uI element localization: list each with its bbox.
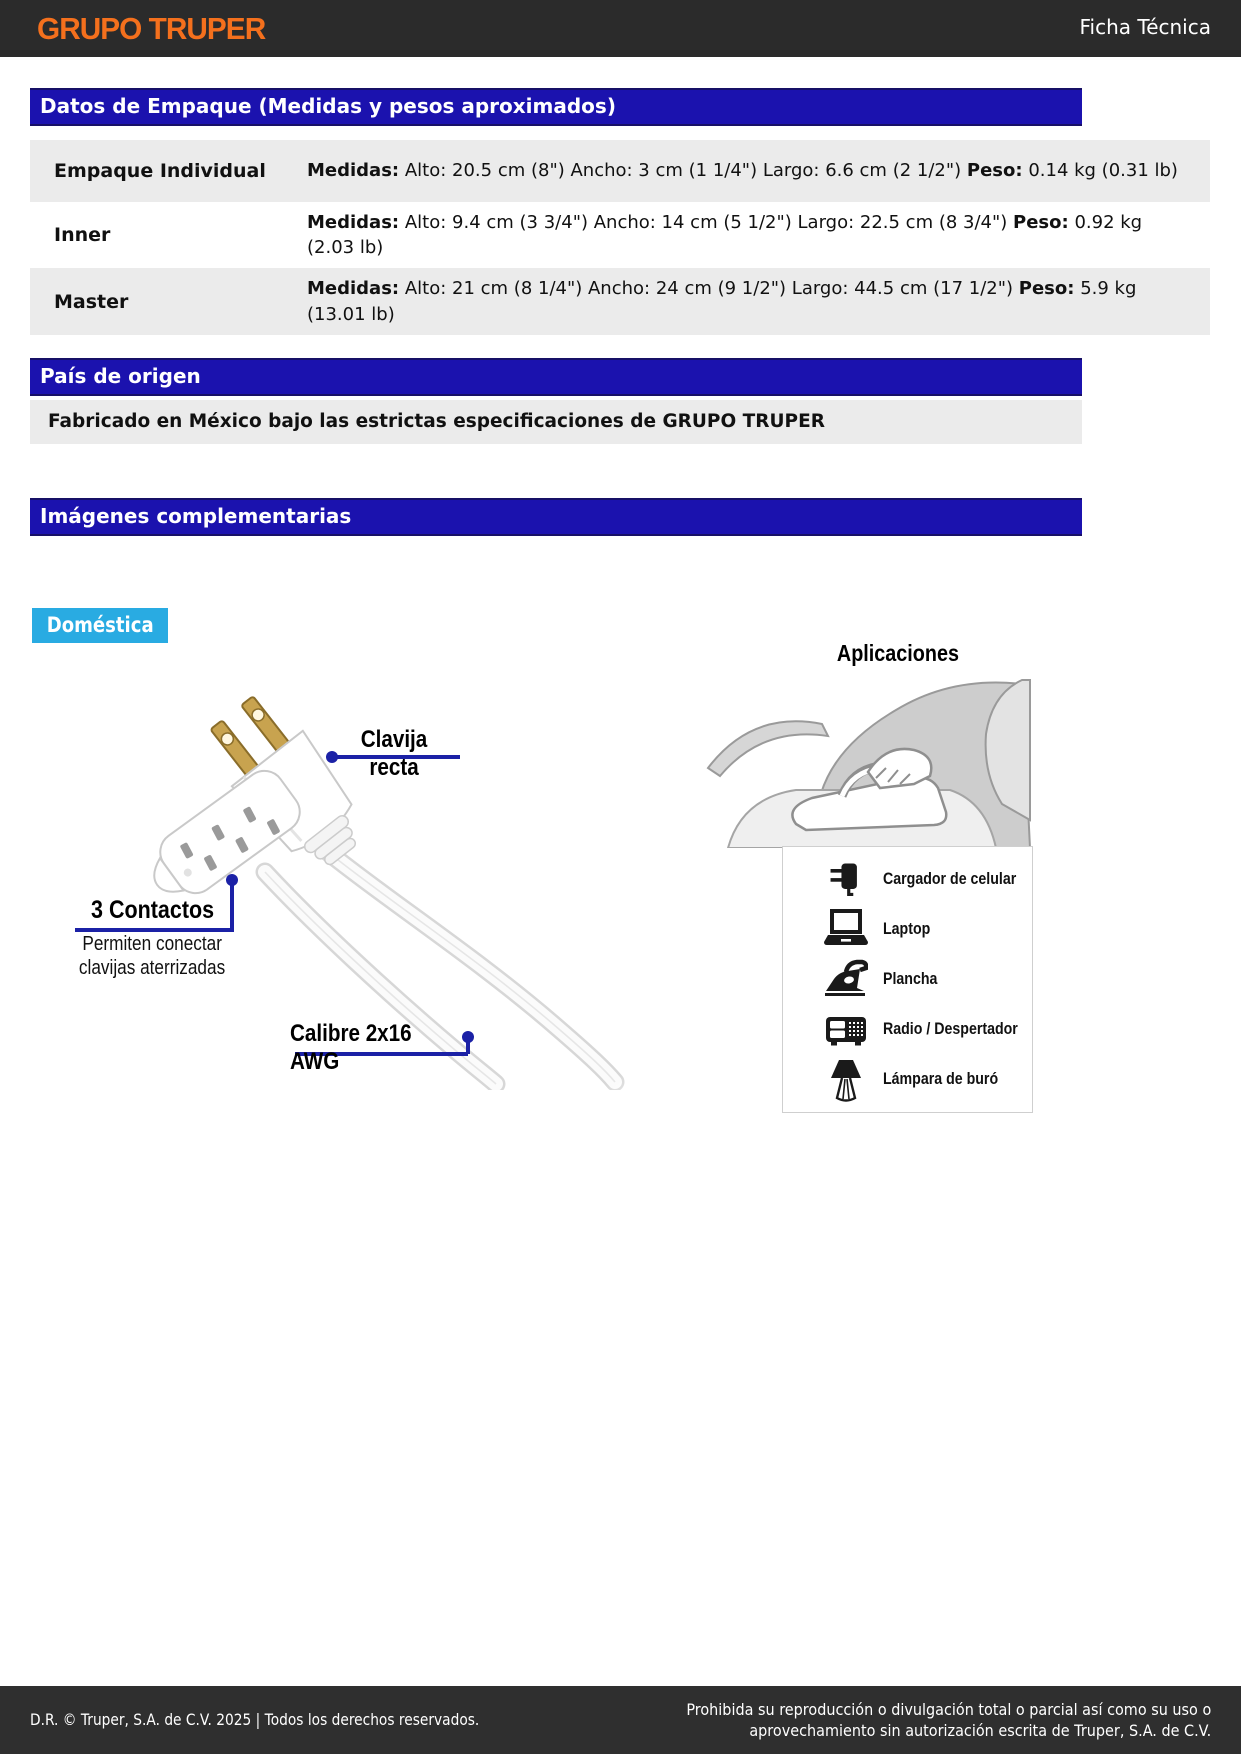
application-label: Plancha [883,969,938,988]
table-row [30,202,1210,268]
application-item [783,955,1032,1003]
radio-alarm-icon [823,1007,869,1053]
label-clavija-recta [326,726,462,782]
label-text: Clavija recta [360,726,428,781]
row-value [307,202,1210,268]
label-calibre [290,1020,470,1076]
application-label: Lámpara de buró [883,1070,999,1089]
section-header-images [30,498,1082,536]
application-item [783,1056,1032,1104]
section-title: País de origen [40,364,201,388]
row-value [307,268,1210,334]
copyright-text [30,1686,552,1754]
medidas-label: Medidas: [307,278,400,300]
label-text: Calibre 2x16 AWG [290,1020,412,1075]
label-3-contactos [68,896,238,925]
row-label: Empaque Individual [54,160,266,182]
packaging-table [30,140,1210,335]
copyright-label: D.R. © Truper, S.A. de C.V. 2025 | Todos los derechos reservados. [30,1710,480,1729]
peso-value: 0.92 kg (2.03 lb) [307,212,1143,259]
document-type-title: Ficha Técnica [1079,15,1211,39]
top-bar [0,0,1241,57]
medidas-label: Medidas: [307,212,400,233]
application-label: Laptop [883,919,931,938]
legal-text [628,1699,1211,1741]
section-header-packaging [30,88,1082,126]
row-value [307,150,1210,191]
application-label: Radio / Despertador [883,1020,1018,1039]
peso-label: Peso: [1018,278,1075,300]
legal-line: aprovechamiento sin autorización escrita de Truper, S.A. de C.V. [749,1721,1211,1740]
ironing-illustration [700,672,1035,848]
row-label: Master [54,290,129,313]
legal-line: Prohibida su reproducción o divulgación total o parcial así como su uso o [686,1700,1211,1719]
application-item [783,1006,1032,1054]
medidas-value: Alto: 20.5 cm (8") Ancho: 3 cm (1 1/4") Largo: 6.6 cm (2 1/2") [404,160,962,182]
medidas-value: Alto: 9.4 cm (3 3/4") Ancho: 14 cm (5 1/2") Largo: 22.5 cm (8 3/4") [404,212,1008,233]
medidas-label: Medidas: [307,160,400,182]
table-row [30,268,1210,334]
label-contactos-description [52,932,252,980]
applications-title [788,640,1008,667]
application-item [783,855,1032,903]
desk-lamp-icon [823,1057,869,1103]
section-title: Datos de Empaque (Medidas y pesos aproximados) [40,94,616,118]
phone-charger-icon [823,856,869,902]
brand-logo: GRUPO TRUPER [37,11,266,46]
badge-label: Doméstica [46,613,154,637]
origin-text-row [30,400,1082,444]
laptop-icon [823,906,869,952]
application-label: Cargador de celular [883,869,1017,888]
application-item [783,905,1032,953]
row-label: Inner [54,224,111,247]
label-text: Permiten conectar [82,933,222,955]
footer-bar [0,1686,1241,1754]
section-header-origin [30,358,1082,396]
product-type-badge [32,608,168,643]
table-row [30,140,1210,202]
peso-value: 5.9 kg (13.01 lb) [307,278,1137,325]
cable-fade [480,940,710,1090]
label-text: Aplicaciones [836,640,960,666]
applications-box [782,846,1033,1113]
label-text: clavijas aterrizadas [78,957,226,979]
iron-icon [823,956,869,1002]
peso-label: Peso: [1013,212,1069,233]
peso-value: 0.14 kg (0.31 lb) [1028,160,1178,182]
origin-text: Fabricado en México bajo las estrictas especificaciones de GRUPO TRUPER [48,411,825,432]
medidas-value: Alto: 21 cm (8 1/4") Ancho: 24 cm (9 1/2") Largo: 44.5 cm (17 1/2") [404,278,1014,300]
section-title: Imágenes complementarias [40,504,352,528]
label-text: 3 Contactos [91,896,215,924]
peso-label: Peso: [966,160,1023,182]
